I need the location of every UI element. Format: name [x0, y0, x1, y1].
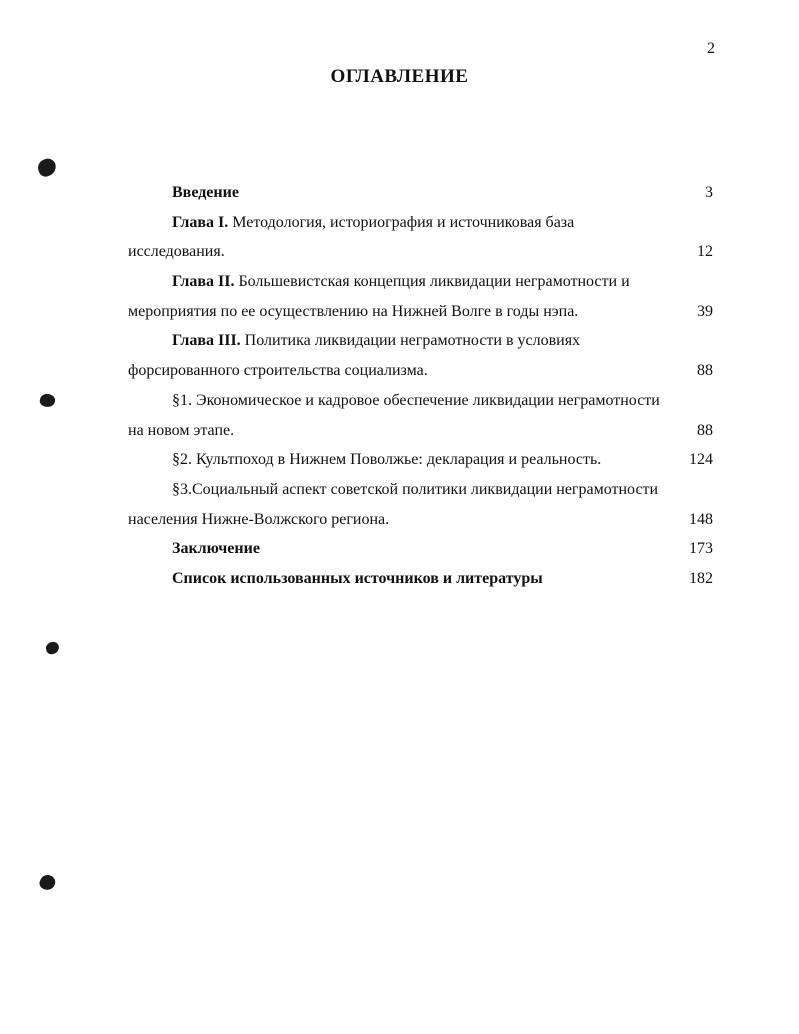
toc-page-section-3: 148 — [689, 510, 713, 528]
toc-entry-chapter-3-line-2[interactable] — [128, 356, 713, 386]
toc-chapter-2-prefix: Глава II. — [172, 273, 235, 291]
toc-page-section-1: 88 — [697, 421, 713, 439]
toc-page-section-2: 124 — [689, 451, 713, 469]
toc-entry-chapter-2-line-2[interactable] — [128, 297, 713, 327]
toc-entry-intro[interactable] — [128, 178, 713, 208]
toc-section-1-title-cont: на новом этапе. — [128, 421, 235, 439]
page-title: ОГЛАВЛЕНИЕ — [330, 66, 469, 87]
toc-page-chapter-3: 88 — [697, 362, 713, 380]
toc-entry-section-2[interactable] — [128, 445, 713, 475]
scan-blot-1 — [36, 156, 59, 178]
toc-chapter-1-prefix: Глава I. — [172, 213, 229, 231]
toc-section-2-title: §2. Культпоход в Нижнем Поволжье: декларация и реальность. — [172, 451, 602, 469]
toc-chapter-3-title: Политика ликвидации неграмотности в условиях — [240, 332, 581, 350]
scan-blot-4 — [38, 873, 58, 893]
toc-entry-sources[interactable] — [128, 564, 713, 594]
toc-chapter-3-title-cont: форсированного строительства социализма. — [128, 362, 428, 380]
toc-page-intro: 3 — [705, 184, 713, 201]
toc-entry-section-3-line-2[interactable] — [128, 505, 713, 535]
table-of-contents — [128, 178, 713, 594]
scan-blot-3 — [45, 641, 60, 655]
toc-entry-chapter-1-line-2[interactable] — [128, 237, 713, 267]
toc-chapter-2-title: Большевистская концепция ликвидации неграмотности и — [234, 273, 630, 291]
toc-section-3-title: §3.Социальный аспект советской политики ликвидации неграмотности — [172, 480, 659, 498]
toc-page-chapter-1: 12 — [697, 243, 713, 261]
toc-entry-section-1-line-2[interactable] — [128, 416, 713, 446]
toc-chapter-3-prefix: Глава III. — [172, 332, 241, 350]
toc-page-chapter-2: 39 — [697, 302, 713, 320]
toc-section-3-title-cont: населения Нижне-Волжского региона. — [128, 510, 390, 528]
toc-section-1-title: §1. Экономическое и кадровое обеспечение ликвидации неграмотности — [172, 391, 660, 409]
toc-entry-section-1-line-1[interactable] — [128, 386, 713, 416]
toc-entry-section-3-line-1[interactable] — [128, 475, 713, 505]
toc-chapter-1-title: Методология, историография и источниковая база — [228, 213, 575, 231]
toc-entry-chapter-3-line-1[interactable] — [128, 326, 713, 356]
toc-label-sources: Список использованных источников и литературы — [172, 569, 543, 587]
toc-chapter-2-title-cont: мероприятия по ее осуществлению на Нижней Волге в годы нэпа. — [128, 302, 579, 320]
toc-entry-conclusion[interactable] — [128, 534, 713, 564]
scan-blot-2 — [39, 392, 57, 408]
toc-entry-chapter-1-line-1[interactable] — [128, 208, 713, 238]
toc-entry-chapter-2-line-1[interactable] — [128, 267, 713, 297]
page-number: 2 — [707, 40, 715, 57]
toc-label-intro: Введение — [172, 184, 239, 201]
toc-label-conclusion: Заключение — [172, 540, 260, 558]
toc-page-conclusion: 173 — [689, 540, 713, 558]
toc-page-sources: 182 — [689, 569, 713, 587]
toc-chapter-1-title-cont: исследования. — [128, 243, 225, 261]
